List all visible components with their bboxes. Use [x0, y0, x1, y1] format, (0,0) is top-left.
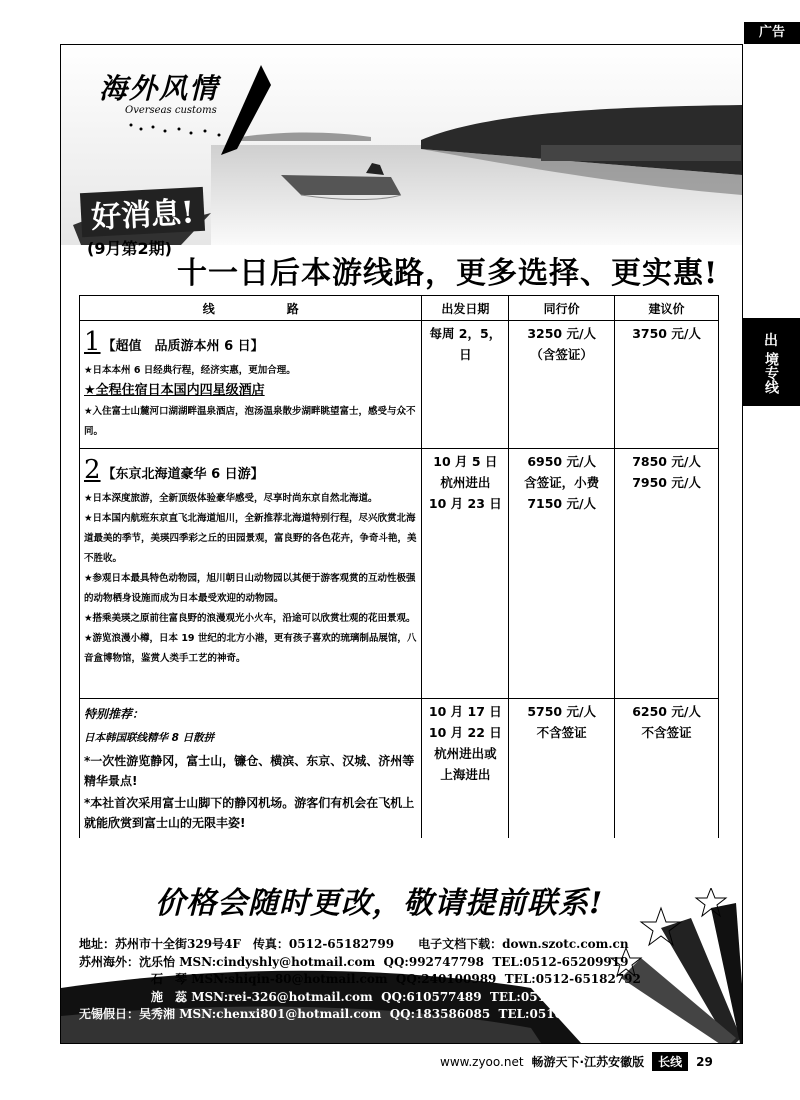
route-2-point: ★参观日本最具特色动物园，旭川朝日山动物园以其便于游客观赏的互动性极强的动物栖身设施而成为日本最受欢迎的动物园。 [84, 573, 416, 604]
contact-row: 石 琴 MSN:shiqin-80@hotmail.com QQ:240100989 TEL:0512-65182792 [151, 972, 641, 986]
special-point: *本社首次采用富士山脚下的静冈机场。游客们有机会在飞机上就能欣赏到富士山的无限丰姿! [84, 796, 415, 830]
good-news-title: 好消息! [80, 187, 205, 237]
special-peer-price: 5750 元/人 不含签证 [509, 699, 615, 860]
route-1-point: ★全程住宿日本国内四星级酒店 [84, 383, 265, 398]
route-2-suggested-price: 7850 元/人 7950 元/人 [615, 449, 719, 699]
special-date: 10 月 17 日 10 月 22 日 杭州进出或 上海进出 [422, 699, 509, 860]
table-header-row [80, 296, 719, 321]
special-suggested-price: 6250 元/人 不含签证 [615, 699, 719, 860]
side-section-tab [742, 318, 800, 406]
table-row [80, 449, 719, 699]
route-2-point: ★搭乘美瑛之原前往富良野的浪漫观光小火车，沿途可以欣赏壮观的花田景观。 [84, 613, 416, 624]
special-point: *一次性游览静冈，富士山，镰仓、横滨、东京、汉城、济州等精华景点! [84, 754, 415, 788]
issue-label: (9月第2期) [87, 239, 172, 258]
footer-section-tab: 长线 [652, 1052, 688, 1071]
footer-magazine: 畅游天下·江苏安徽版 [531, 1055, 645, 1069]
header-suggested-price: 建议价 [615, 296, 719, 321]
route-1-suggested-price: 3750 元/人 [615, 321, 719, 449]
page-number: 29 [696, 1054, 713, 1069]
page-footer [440, 1052, 713, 1071]
route-2-point: ★日本国内航班东京直飞北海道旭川，全新推荐北海道特别行程，尽兴欣赏北海道最美的季节，美瑛四季彩之丘的田园景观，富良野的各色花卉，争奇斗艳，美不胜收。 [84, 513, 417, 564]
headline: 十一日后本游线路，更多选择、更实惠! [177, 256, 719, 291]
special-cell [80, 699, 422, 860]
route-2-cell [80, 449, 422, 699]
header-route: 线 路 [80, 296, 422, 321]
route-table [79, 295, 719, 860]
footer-area [61, 838, 742, 1043]
logo-english: Overseas customs [125, 105, 217, 116]
route-1-point: ★入住富士山麓河口湖湖畔温泉酒店，泡汤温泉散步湖畔眺望富士，感受与众不同。 [84, 406, 416, 437]
table-row [80, 321, 719, 449]
route-1-title: 【超值 品质游本州 6 日】 [102, 339, 264, 354]
route-2-title: 【东京北海道豪华 6 日游】 [102, 467, 264, 482]
address-line: 地址：苏州市十全街329号4F 传真：0512-65182799 电子文档下载：down.szotc.com.cn [79, 937, 629, 951]
special-title: 特别推荐： [84, 707, 145, 721]
side-tab-line-2: 境专线 [763, 352, 779, 394]
route-2-point: ★日本深度旅游，全新顶级体验豪华感受，尽享时尚东京自然北海道。 [84, 493, 378, 504]
contact-row: 施 蕊 MSN:rei-326@hotmail.com QQ:610577489 TEL:0512-65187596 [151, 989, 627, 1004]
route-1-cell [80, 321, 422, 449]
header-peer-price: 同行价 [509, 296, 615, 321]
contact-info [79, 936, 641, 1024]
route-1-point: ★日本本州 6 日经典行程，经济实惠，更加合理。 [84, 365, 296, 376]
footer-website: www.zyoo.net [440, 1054, 524, 1069]
brand-logo [99, 67, 219, 116]
contact-row: 无锡假日：吴秀湘 MSN:chenxi801@hotmail.com QQ:183586085 TEL:0510-82717011 [79, 1007, 635, 1021]
header-date: 出发日期 [422, 296, 509, 321]
route-2-peer-price: 6950 元/人 含签证，小费 7150 元/人 [509, 449, 615, 699]
route-1-date: 每周 2，5， 日 [422, 321, 509, 449]
route-2-date: 10 月 5 日 杭州进出 10 月 23 日 [422, 449, 509, 699]
route-1-peer-price: 3250 元/人 （含签证） [509, 321, 615, 449]
route-1-number: 1 [84, 327, 101, 357]
special-subtitle: 日本韩国联线精华 8 日散拼 [84, 732, 215, 744]
ad-frame [60, 44, 743, 1044]
logo-chinese: 海外风情 [99, 72, 220, 105]
contact-row: 苏州海外：沈乐怡 MSN:cindyshly@hotmail.com QQ:992747798 TEL:0512-65209919 [79, 954, 629, 969]
table-row [80, 699, 719, 860]
hero-banner [61, 45, 742, 295]
route-2-number: 2 [84, 455, 101, 485]
slogan: 价格会随时更改，敬请提前联系! [155, 886, 604, 921]
route-2-point: ★游览浪漫小樽，日本 19 世纪的北方小港，更有孩子喜欢的琉璃制品展馆，八音盒博物馆，鉴赏人类手工艺的神奇。 [84, 633, 417, 664]
side-tab-line-1: 出 [764, 333, 778, 349]
ad-tag: 广告 [744, 22, 800, 44]
